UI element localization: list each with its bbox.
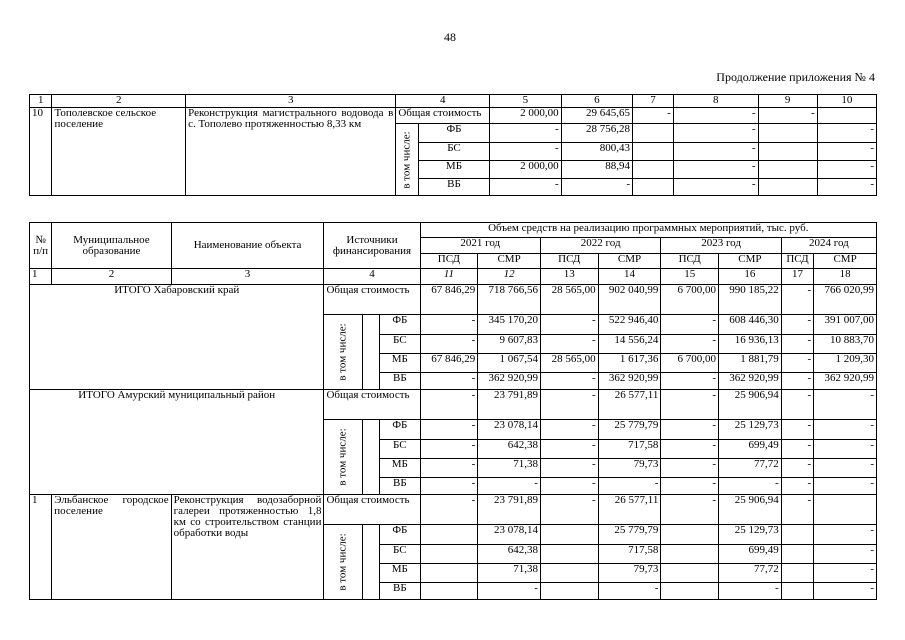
value-cell: 1 067,54 xyxy=(478,354,541,373)
value-cell: 25 129,73 xyxy=(719,525,782,545)
value-cell: - xyxy=(540,315,598,335)
page-number: 48 xyxy=(444,30,456,44)
value-cell: - xyxy=(540,495,598,525)
value-cell xyxy=(661,545,719,564)
value-cell: 990 185,22 xyxy=(719,285,782,315)
value-cell: - xyxy=(814,545,877,564)
value-cell: - xyxy=(814,525,877,545)
table-header-row xyxy=(30,223,877,238)
breakdown-label-cell xyxy=(324,420,362,495)
value-cell xyxy=(781,583,813,600)
table-continuation xyxy=(29,94,877,196)
value-cell xyxy=(817,108,876,124)
value-cell: - xyxy=(420,440,478,459)
col-header-municipality: Муниципальное образование xyxy=(52,223,171,269)
value-cell: - xyxy=(478,583,541,600)
value-cell: - xyxy=(540,478,598,495)
value-cell: - xyxy=(490,179,561,196)
source-label: БС xyxy=(380,440,420,459)
value-cell: 14 556,24 xyxy=(598,335,661,354)
value-cell: - xyxy=(540,459,598,478)
value-cell: - xyxy=(814,564,877,583)
value-cell: 10 883,70 xyxy=(814,335,877,354)
row-number: 10 xyxy=(30,108,52,196)
value-cell: - xyxy=(817,179,876,196)
value-cell: - xyxy=(420,373,478,390)
value-cell: 23 791,89 xyxy=(478,495,541,525)
index-cell: 12 xyxy=(478,269,541,285)
value-cell xyxy=(420,545,478,564)
value-cell: - xyxy=(598,478,661,495)
value-cell: 25 906,94 xyxy=(719,495,782,525)
value-cell: 77,72 xyxy=(719,459,782,478)
value-cell: 23 078,14 xyxy=(478,420,541,440)
value-cell: 88,94 xyxy=(561,161,632,179)
value-cell: 362 920,99 xyxy=(598,373,661,390)
total-label: Общая стоимость xyxy=(324,285,420,315)
value-cell xyxy=(540,583,598,600)
source-label: ФБ xyxy=(418,124,489,143)
value-cell: 1 881,79 xyxy=(719,354,782,373)
spacer-cell xyxy=(362,420,379,495)
value-cell: - xyxy=(781,478,813,495)
index-cell: 18 xyxy=(814,269,877,285)
value-cell xyxy=(758,143,817,161)
value-cell xyxy=(814,495,877,525)
value-cell: 766 020,99 xyxy=(814,285,877,315)
value-cell: - xyxy=(420,478,478,495)
value-cell: 25 129,73 xyxy=(719,420,782,440)
value-cell: - xyxy=(420,495,478,525)
value-cell: - xyxy=(661,420,719,440)
value-cell: 28 756,28 xyxy=(561,124,632,143)
index-cell: 11 xyxy=(420,269,478,285)
value-cell: 28 565,00 xyxy=(540,285,598,315)
value-cell: - xyxy=(673,143,758,161)
col-header-sub: СМР xyxy=(814,254,877,269)
value-cell: 642,38 xyxy=(478,545,541,564)
value-cell: 391 007,00 xyxy=(814,315,877,335)
value-cell: - xyxy=(661,335,719,354)
value-cell: - xyxy=(673,161,758,179)
value-cell xyxy=(633,161,674,179)
value-cell xyxy=(633,179,674,196)
value-cell xyxy=(540,525,598,545)
value-cell: - xyxy=(661,373,719,390)
value-cell: - xyxy=(420,335,478,354)
value-cell: 717,58 xyxy=(598,545,661,564)
value-cell: - xyxy=(814,583,877,600)
index-cell: 2 xyxy=(52,269,171,285)
value-cell xyxy=(540,564,598,583)
source-label: МБ xyxy=(380,564,420,583)
value-cell: 2 000,00 xyxy=(490,161,561,179)
col-header-object: Наименование объекта xyxy=(171,223,324,269)
appendix-note: Продолжение приложения № 4 xyxy=(716,70,875,84)
value-cell: 6 700,00 xyxy=(661,285,719,315)
col-header-year: 2021 год xyxy=(420,238,540,254)
value-cell: - xyxy=(633,108,674,124)
value-cell: - xyxy=(781,373,813,390)
source-label: ФБ xyxy=(380,420,420,440)
value-cell: - xyxy=(561,179,632,196)
value-cell: - xyxy=(673,108,758,124)
col-header-sources: Источники финансирования xyxy=(324,223,420,269)
value-cell: - xyxy=(781,390,813,420)
value-cell: - xyxy=(814,478,877,495)
value-cell: 25 906,94 xyxy=(719,390,782,420)
value-cell: - xyxy=(781,335,813,354)
col-header: 9 xyxy=(758,95,817,108)
breakdown-label-cell xyxy=(324,525,362,600)
value-cell: - xyxy=(817,143,876,161)
col-header-sub: ПСД xyxy=(540,254,598,269)
table-row xyxy=(30,390,877,420)
value-cell: 28 565,00 xyxy=(540,354,598,373)
col-header: 5 xyxy=(490,95,561,108)
row-number: 1 xyxy=(30,495,52,600)
col-header-sub: ПСД xyxy=(661,254,719,269)
value-cell: 902 040,99 xyxy=(598,285,661,315)
value-cell: 16 936,13 xyxy=(719,335,782,354)
col-header: 7 xyxy=(633,95,674,108)
value-cell: 67 846,29 xyxy=(420,354,478,373)
index-cell: 3 xyxy=(171,269,324,285)
value-cell: 345 170,20 xyxy=(478,315,541,335)
breakdown-label-cell xyxy=(324,315,362,390)
value-cell: - xyxy=(781,495,813,525)
source-label: ФБ xyxy=(380,525,420,545)
value-cell: 1 617,36 xyxy=(598,354,661,373)
source-label: БС xyxy=(418,143,489,161)
col-header-sub: ПСД xyxy=(420,254,478,269)
value-cell: - xyxy=(661,495,719,525)
col-header-year: 2023 год xyxy=(661,238,781,254)
value-cell: - xyxy=(540,390,598,420)
col-header: 10 xyxy=(817,95,876,108)
value-cell: - xyxy=(420,459,478,478)
value-cell: - xyxy=(781,315,813,335)
block-title: ИТОГО Хабаровский край xyxy=(30,285,324,390)
value-cell: 717,58 xyxy=(598,440,661,459)
value-cell: - xyxy=(673,124,758,143)
value-cell: - xyxy=(661,315,719,335)
value-cell: - xyxy=(719,583,782,600)
municipality-cell: Эльбанское городское поселение xyxy=(52,495,171,600)
value-cell: - xyxy=(673,179,758,196)
value-cell: 6 700,00 xyxy=(661,354,719,373)
source-label: ВБ xyxy=(418,179,489,196)
col-header: 2 xyxy=(52,95,186,108)
col-header-num: № п/п xyxy=(30,223,52,269)
value-cell: - xyxy=(478,478,541,495)
value-cell: 9 607,83 xyxy=(478,335,541,354)
value-cell: - xyxy=(719,478,782,495)
value-cell: 23 791,89 xyxy=(478,390,541,420)
value-cell: - xyxy=(817,161,876,179)
source-label: БС xyxy=(380,545,420,564)
value-cell: 77,72 xyxy=(719,564,782,583)
table-header-row xyxy=(30,95,877,108)
value-cell: - xyxy=(661,390,719,420)
value-cell xyxy=(758,161,817,179)
breakdown-label-cell xyxy=(396,124,418,196)
value-cell: 362 920,99 xyxy=(814,373,877,390)
value-cell: - xyxy=(781,420,813,440)
total-label: Общая стоимость xyxy=(324,495,420,525)
value-cell xyxy=(540,545,598,564)
value-cell xyxy=(420,583,478,600)
breakdown-label: в том числе: xyxy=(336,428,349,486)
value-cell xyxy=(633,124,674,143)
col-header: 8 xyxy=(673,95,758,108)
value-cell: - xyxy=(814,459,877,478)
value-cell xyxy=(661,525,719,545)
value-cell xyxy=(758,124,817,143)
object-cell: Реконструкция магистрального водовода в с. Тополево протяженностью 8,33 км xyxy=(186,108,396,196)
table-row xyxy=(30,108,877,124)
total-label: Общая стоимость xyxy=(324,390,420,420)
spacer-cell xyxy=(362,525,379,600)
value-cell: 26 577,11 xyxy=(598,495,661,525)
index-cell: 15 xyxy=(661,269,719,285)
value-cell: 362 920,99 xyxy=(478,373,541,390)
source-label: МБ xyxy=(380,354,420,373)
value-cell: 699,49 xyxy=(719,545,782,564)
value-cell: - xyxy=(661,478,719,495)
table-row xyxy=(30,495,877,525)
value-cell: - xyxy=(781,285,813,315)
value-cell: 79,73 xyxy=(598,459,661,478)
value-cell: - xyxy=(598,583,661,600)
value-cell: - xyxy=(661,440,719,459)
value-cell: 800,43 xyxy=(561,143,632,161)
value-cell xyxy=(781,525,813,545)
value-cell: 67 846,29 xyxy=(420,285,478,315)
col-header: 3 xyxy=(186,95,396,108)
index-cell: 16 xyxy=(719,269,782,285)
value-cell xyxy=(420,564,478,583)
col-header-sub: ПСД xyxy=(781,254,813,269)
col-header-year: 2024 год xyxy=(781,238,876,254)
value-cell: - xyxy=(540,335,598,354)
col-header-sub: СМР xyxy=(719,254,782,269)
value-cell: 718 766,56 xyxy=(478,285,541,315)
value-cell: - xyxy=(781,440,813,459)
value-cell: - xyxy=(540,440,598,459)
value-cell: 699,49 xyxy=(719,440,782,459)
index-cell: 17 xyxy=(781,269,813,285)
value-cell: - xyxy=(540,373,598,390)
value-cell xyxy=(758,179,817,196)
value-cell: - xyxy=(490,143,561,161)
value-cell xyxy=(661,564,719,583)
index-cell: 13 xyxy=(540,269,598,285)
value-cell: 79,73 xyxy=(598,564,661,583)
spacer-cell xyxy=(362,315,379,390)
value-cell: 26 577,11 xyxy=(598,390,661,420)
col-header: 4 xyxy=(396,95,490,108)
col-header-volume: Объем средств на реализацию программных мероприятий, тыс. руб. xyxy=(420,223,876,238)
source-label: МБ xyxy=(418,161,489,179)
value-cell: 362 920,99 xyxy=(719,373,782,390)
index-cell: 14 xyxy=(598,269,661,285)
value-cell xyxy=(781,564,813,583)
source-label: ВБ xyxy=(380,478,420,495)
breakdown-label: в том числе: xyxy=(400,130,413,189)
source-label: ФБ xyxy=(380,315,420,335)
col-header: 6 xyxy=(561,95,632,108)
table-financing xyxy=(29,222,877,600)
source-label: МБ xyxy=(380,459,420,478)
index-cell: 4 xyxy=(324,269,420,285)
source-label: БС xyxy=(380,335,420,354)
value-cell: 642,38 xyxy=(478,440,541,459)
value-cell: - xyxy=(781,354,813,373)
breakdown-label: в том числе: xyxy=(336,323,349,381)
value-cell xyxy=(633,143,674,161)
value-cell: 1 209,30 xyxy=(814,354,877,373)
value-cell xyxy=(420,525,478,545)
value-cell: - xyxy=(490,124,561,143)
value-cell: - xyxy=(420,420,478,440)
value-cell: - xyxy=(814,420,877,440)
col-header-year: 2022 год xyxy=(540,238,660,254)
breakdown-label: в том числе: xyxy=(336,533,349,591)
value-cell: - xyxy=(420,390,478,420)
value-cell: 522 946,40 xyxy=(598,315,661,335)
index-row xyxy=(30,269,877,285)
total-label: Общая стоимость xyxy=(396,108,490,124)
value-cell: - xyxy=(781,459,813,478)
col-header-sub: СМР xyxy=(598,254,661,269)
block-title: ИТОГО Амурский муниципальный район xyxy=(30,390,324,495)
object-cell: Реконструкция водозаборной галереи протяженностью 1,8 км со строительством станции обработки воды xyxy=(171,495,324,600)
source-label: ВБ xyxy=(380,583,420,600)
value-cell xyxy=(781,545,813,564)
value-cell: - xyxy=(661,459,719,478)
value-cell: 25 779,79 xyxy=(598,420,661,440)
value-cell: - xyxy=(758,108,817,124)
table-row xyxy=(30,285,877,315)
value-cell: - xyxy=(814,390,877,420)
value-cell: 29 645,65 xyxy=(561,108,632,124)
value-cell: - xyxy=(817,124,876,143)
index-cell: 1 xyxy=(30,269,52,285)
value-cell: 71,38 xyxy=(478,564,541,583)
municipality-cell: Тополевское сельское поселение xyxy=(52,108,186,196)
value-cell: 23 078,14 xyxy=(478,525,541,545)
value-cell: - xyxy=(814,440,877,459)
value-cell: 608 446,30 xyxy=(719,315,782,335)
value-cell: 71,38 xyxy=(478,459,541,478)
value-cell: 25 779,79 xyxy=(598,525,661,545)
value-cell: - xyxy=(540,420,598,440)
value-cell xyxy=(661,583,719,600)
col-header: 1 xyxy=(30,95,52,108)
value-cell: - xyxy=(420,315,478,335)
source-label: ВБ xyxy=(380,373,420,390)
col-header-sub: СМР xyxy=(478,254,541,269)
value-cell: 2 000,00 xyxy=(490,108,561,124)
